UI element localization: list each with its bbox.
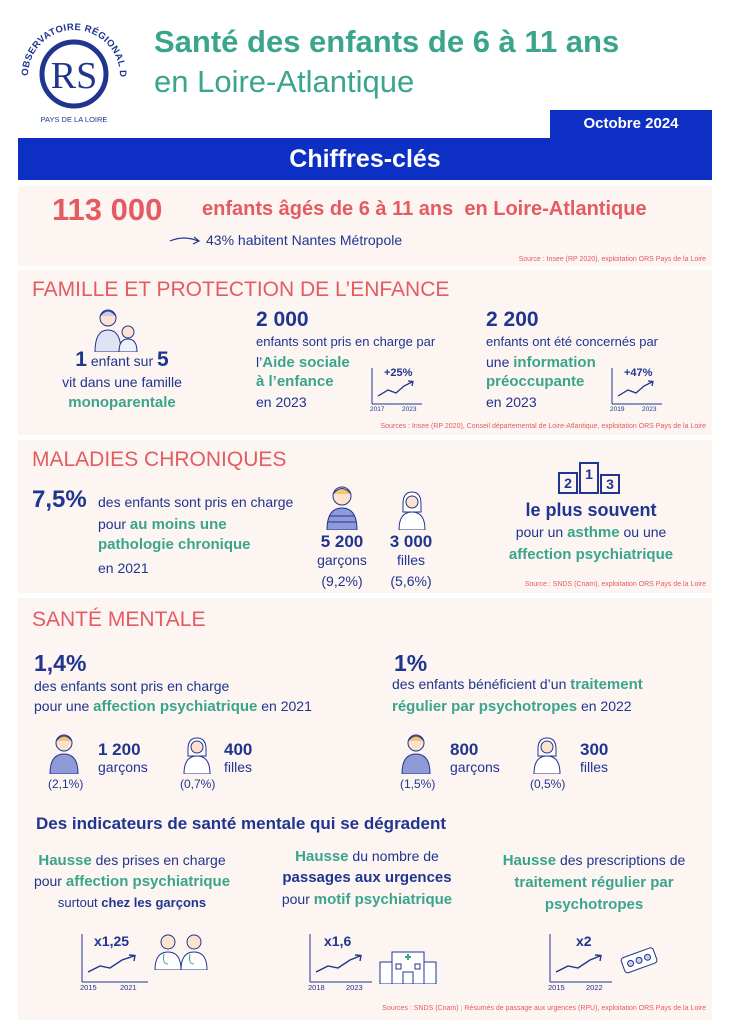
famille-panel [18,270,712,435]
mentale-title: SANTÉ MENTALE [32,608,206,631]
trt-boys [450,740,500,774]
ip-pct: +47% [624,367,653,379]
mono-line3: monoparentale [68,394,176,411]
ase-number: 2 000 [256,308,309,331]
trt-boys-pct: (1,5%) [400,777,436,791]
psy-girls-n: 400 [224,740,253,759]
most-l2b: asthme [567,524,620,541]
parent-child-icon [90,306,142,352]
chronic-pct: 7,5% [32,486,87,513]
ip-l2b: information [513,354,596,371]
psy-boys [98,740,148,774]
metropole-share: 43% habitent Nantes Métropole [206,232,403,248]
psy-boys-label: garçons [98,759,148,775]
girl-icon [396,490,428,530]
boys-pct: (9,2%) [321,573,363,589]
ase-y2: 2023 [402,406,417,412]
girls-pct: (5,6%) [390,573,432,589]
most-l2a: pour un [515,524,568,540]
girls-label: filles [396,552,425,568]
chronic-line4: en 2021 [98,560,149,576]
trt-girls-pct: (0,5%) [530,777,566,791]
ind3-chart [546,932,614,992]
ind1-y1: 2015 [80,983,97,992]
ase-l2a: l’ [256,354,263,370]
ase-l4: en 2023 [256,394,307,410]
ind2-a: Hausse [295,848,349,865]
chronic-l2a: pour [98,516,130,532]
ind1-chart [78,932,150,992]
logo-bottom-text: PAYS DE LA LOIRE [40,115,108,124]
trt-boy-icon [400,732,432,774]
ind1-f: chez les garçons [101,895,207,910]
ip-y2: 2023 [642,406,657,412]
ase-y1: 2017 [370,406,385,412]
ip-l4: en 2023 [486,394,537,410]
arrow-icon [168,232,202,246]
mentale-source: Sources : SNDS (Cnam) ; Résumés de passage aux urgences (RPU), exploitation ORS Pays de la Loire [382,1005,706,1012]
podium-1: 1 [579,462,599,494]
maladies-panel [18,440,712,593]
page-title: Santé des enfants de 6 à 11 ans [154,24,620,59]
most-l3: affection psychiatrique [508,546,674,563]
ind2-e: motif psychiatrique [313,891,453,908]
psy-girls [224,740,252,774]
psy-l2b: affection psychiatrique [93,698,258,715]
trt-pct: 1% [394,650,428,676]
famille-source: Sources : Insee (RP 2020), Conseil départemental de Loire-Atlantique, exploitation ORS Pays de la Loire [380,423,706,430]
banner [18,138,712,180]
mono-line2: vit dans une famille [62,374,182,390]
ind3-y2: 2022 [586,983,603,992]
intro-panel [18,186,712,266]
ind1-a: Hausse [38,852,92,869]
girls-stat [378,532,444,594]
psy-boys-n: 1 200 [98,740,141,759]
doctors-icon [152,932,212,970]
ind2-d: pour [281,891,314,907]
indicator-3 [490,850,698,916]
psy-boy-icon [48,732,80,774]
ip-number: 2 200 [486,308,539,331]
trt-l2a: régulier par psychotropes [392,698,578,715]
ind2-c: passages aux urgences [282,869,452,886]
psy-pct: 1,4% [34,650,87,676]
psy-boys-pct: (2,1%) [48,777,84,791]
mono-n2: 5 [157,348,169,371]
trt-boys-label: garçons [450,759,500,775]
indicator-1 [22,850,242,913]
ind3-mult: x2 [576,933,592,949]
indicator-2 [262,846,472,910]
mono-mid: enfant sur [86,353,158,369]
svg-text:RS: RS [50,55,98,97]
mentale-panel [18,598,712,1020]
maladies-title: MALADIES CHRONIQUES [32,448,287,471]
pills-icon [618,946,662,974]
ind2-y1: 2018 [308,983,325,992]
most-often-block [486,498,696,566]
ind1-d: affection psychiatrique [65,873,231,890]
ip-l2a: une [486,354,514,370]
ip-trend-chart [608,366,664,412]
trt-l2b: en 2022 [577,698,632,714]
chronic-line3: pathologie chronique [98,536,251,553]
hospital-icon [378,948,438,984]
boys-label: garçons [317,552,367,568]
indicators-subtitle: Des indicateurs de santé mentale qui se dégradent [36,814,447,833]
girls-number: 3 000 [389,532,433,551]
ase-l3: à l’enfance [256,373,334,390]
podium-2: 2 [558,472,578,494]
ind1-mult: x1,25 [94,933,130,949]
chronic-line2 [98,514,227,534]
chronic-l2b: au moins une [129,516,227,533]
psy-girls-label: filles [224,759,253,775]
trt-girls-label: filles [580,759,609,775]
date-text: Octobre 2024 [583,115,679,132]
psy-line1: des enfants sont pris en charge [34,678,230,694]
psy-girls-pct: (0,7%) [180,777,216,791]
children-count: 113 000 [52,192,163,227]
famille-title: FAMILLE ET PROTECTION DE L’ENFANCE [32,278,450,301]
boys-stat [308,532,376,594]
ind3-a: Hausse [502,852,557,869]
ip-line1: enfants ont été concernés par [486,334,659,349]
psy-l2a: pour une [34,698,94,714]
trt-line1 [392,674,643,694]
ind2-chart [306,932,374,992]
ase-l2b: Aide sociale [262,354,350,371]
boys-number: 5 200 [320,532,364,551]
page-subtitle: en Loire-Atlantique [154,64,415,99]
intro-source: Source : Insee (RP 2020), exploitation ORS Pays de la Loire [518,256,706,263]
most-often-title: le plus souvent [525,500,657,520]
banner-title: Chiffres-clés [289,145,441,173]
maladies-source: Source : SNDS (Cnam), exploitation ORS Pays de la Loire [524,581,706,588]
psy-girl-icon [182,736,212,774]
trt-l1b: traitement [570,676,643,693]
ind1-c: pour [33,873,66,889]
ind2-mult: x1,6 [324,933,352,949]
trt-girl-icon [532,736,562,774]
ind3-y1: 2015 [548,983,565,992]
psy-line2 [34,696,312,716]
mono-n1: 1 [75,348,87,371]
podium-3: 3 [600,474,620,494]
ind2-b: du nombre de [348,848,439,864]
psy-l2c: en 2021 [257,698,312,714]
ip-stat [486,308,706,412]
ind2-y2: 2023 [346,983,363,992]
ase-pct: +25% [384,367,413,379]
ind3-b: des prescriptions de [556,852,686,868]
trt-line2 [392,696,632,716]
monoparental-stat [42,348,202,414]
ase-trend-chart [368,366,424,412]
children-count-label: enfants âgés de 6 à 11 ans en Loire-Atlantique [202,198,647,220]
trt-boys-n: 800 [450,740,479,759]
chronic-line1: des enfants sont pris en charge [98,494,294,510]
ind3-c: traitement régulier par [514,874,674,891]
ind1-e: surtout [57,895,102,910]
ind1-y2: 2021 [120,983,137,992]
trt-girls-n: 300 [580,740,609,759]
ind3-d: psychotropes [544,896,644,913]
ind1-b: des prises en charge [91,852,226,868]
ip-l3: préoccupante [486,373,585,390]
ip-y1: 2019 [610,406,625,412]
trt-girls [580,740,608,774]
ase-line1: enfants sont pris en charge par [256,334,436,349]
date-badge [550,110,712,138]
boy-icon [324,484,360,530]
trt-l1a: des enfants bénéficient d’un [392,676,571,692]
most-l2c: ou une [619,524,667,540]
logo-arc-text: OBSERVATOIRE RÉGIONAL D [19,21,129,78]
ase-stat [256,308,476,412]
podium-icon [558,462,622,496]
ors-logo [14,10,134,128]
